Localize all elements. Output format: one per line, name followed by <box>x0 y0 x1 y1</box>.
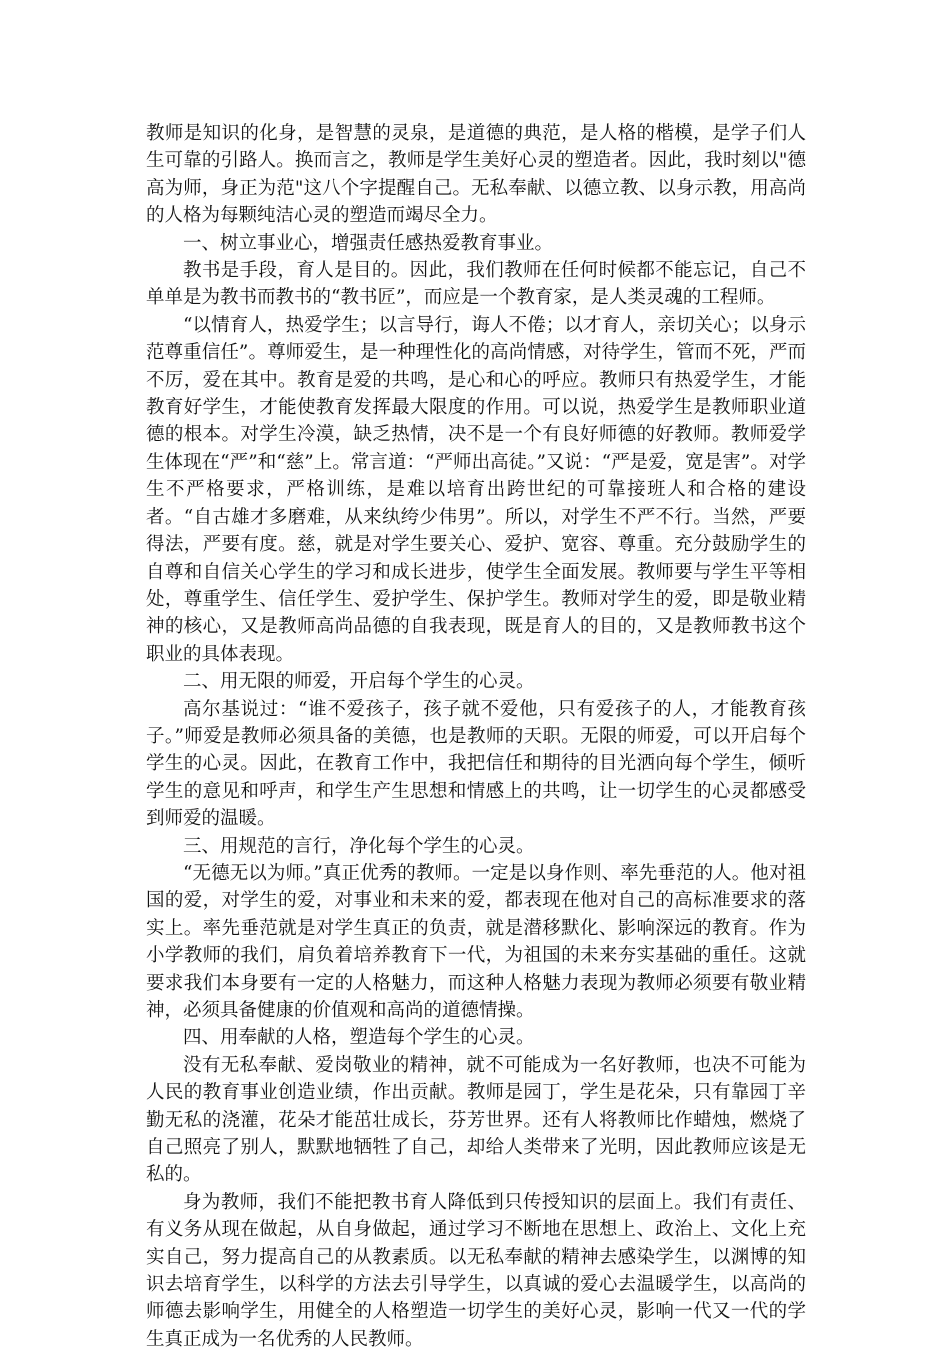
section-heading-1: 一、树立事业心，增强责任感热爱教育事业。 <box>183 232 554 254</box>
section-heading-3: 三、用规范的言行，净化每个学生的心灵。 <box>183 835 535 857</box>
section-heading-2: 二、用无限的师爱，开启每个学生的心灵。 <box>183 671 535 693</box>
paragraph-selfless-dedication: 没有无私奉献、爱岗敬业的精神，就不可能成为一名好教师，也决不可能为人民的教育事业创造业绩，作出贡献。教师是园丁，学生是花朵，只有靠园丁辛勤无私的浇灌，花朵才能茁壮成长，芬芳世界。还有人将教师比作蜡烛，燃烧了自己照亮了别人，默默地牺牲了自己，却给人类带来了光明，因此教师应该是无私的。 <box>146 1054 806 1186</box>
paragraph-gorky-quote: 高尔基说过：“谁不爱孩子，孩子就不爱他，只有爱孩子的人，才能教育孩子。”师爱是教师必须具备的美德，也是教师的天职。无限的师爱，可以开启每个学生的心灵。因此，在教育工作中，我把信任和期待的目光洒向每个学生，倾听学生的意见和呼声，和学生产生思想和情感上的共鸣，让一切学生的心灵都感受到师爱的温暖。 <box>146 698 806 830</box>
paragraph-exemplary-conduct: “无德无以为师。”真正优秀的教师。一定是以身作则、率先垂范的人。他对祖国的爱，对学生的爱，对事业和未来的爱，都表现在他对自己的高标准要求的落实上。率先垂范就是对学生真正的负责，就是潜移默化、影响深远的教育。作为小学教师的我们，肩负着培养教育下一代，为祖国的未来夯实基础的重任。这就要求我们本身要有一定的人格魅力，而这种人格魅力表现为教师必须要有敬业精神，必须具备健康的价值观和高尚的道德情操。 <box>146 862 806 1021</box>
paragraph-love-students: “以情育人，热爱学生；以言导行，诲人不倦；以才育人，亲切关心；以身示范尊重信任”。尊师爱生，是一种理性化的高尚情感，对待学生，管而不死，严而不厉，爱在其中。教育是爱的共鸣，是心和心的呼应。教师只有热爱学生，才能教育好学生，才能使教育发挥最大限度的作用。可以说，热爱学生是教师职业道德的根本。对学生冷漠，缺乏热情，决不是一个有良好师德的好教师。教师爱学生体现在“严”和“慈”上。常言道：“严师出高徒。”又说：“严是爱，宽是害”。对学生不严格要求，严格训练，是难以培育出跨世纪的可靠接班人和合格的建设者。“自古雄才多磨难，从来纨绔少伟男”。所以，对学生不严不行。当然，严要得法，严要有度。慈，就是对学生要关心、爱护、宽容、尊重。充分鼓励学生的自尊和自信关心学生的学习和成长进步，使学生全面发展。教师要与学生平等相处，尊重学生、信任学生、爱护学生、保护学生。教师对学生的爱，即是敬业精神的核心，又是教师高尚品德的自我表现，既是育人的目的，又是教师教书这个职业的具体表现。 <box>146 314 806 665</box>
document-page <box>146 120 806 1353</box>
paragraph-intro: 教师是知识的化身，是智慧的灵泉，是道德的典范，是人格的楷模，是学子们人生可靠的引路人。换而言之，教师是学生美好心灵的塑造者。因此，我时刻以"德高为师，身正为范"这八个字提醒自己。无私奉献、以德立教、以身示教，用高尚的人格为每颗纯洁心灵的塑造而竭尽全力。 <box>146 123 806 227</box>
section-heading-4: 四、用奉献的人格，塑造每个学生的心灵。 <box>183 1027 535 1049</box>
paragraph-teaching-purpose: 教书是手段，育人是目的。因此，我们教师在任何时候都不能忘记，自己不单单是为教书而教书的“教书匠”，而应是一个教育家，是人类灵魂的工程师。 <box>146 260 806 309</box>
paragraph-conclusion: 身为教师，我们不能把教书育人降低到只传授知识的层面上。我们有责任、有义务从现在做起，从自身做起，通过学习不断地在思想上、政治上、文化上充实自己，努力提高自己的从教素质。以无私奉献的精神去感染学生，以渊博的知识去培育学生，以科学的方法去引导学生，以真诚的爱心去温暖学生，以高尚的师德去影响学生，用健全的人格塑造一切学生的美好心灵，影响一代又一代的学生真正成为一名优秀的人民教师。 <box>146 1191 806 1350</box>
